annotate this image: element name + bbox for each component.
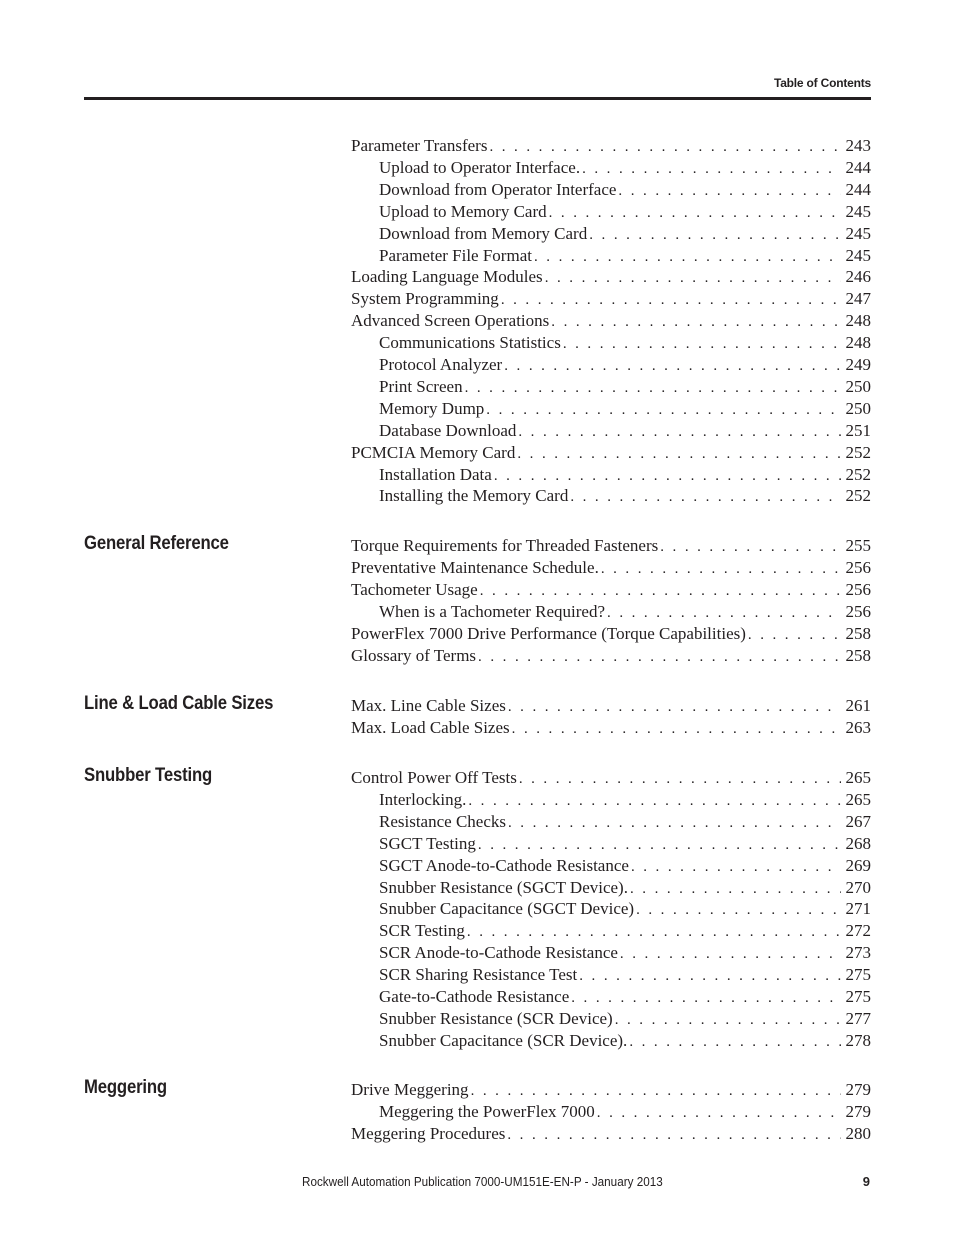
section-heading: General Reference (84, 533, 229, 554)
dot-leader (512, 718, 841, 740)
toc-entry-label: Communications Statistics (379, 333, 561, 353)
dot-leader (620, 943, 841, 965)
toc-entry-page: 248 (845, 333, 871, 353)
dot-leader (570, 486, 841, 508)
toc-entry-page: 268 (845, 833, 871, 853)
toc-entry-label: Control Power Off Tests (351, 768, 517, 787)
toc-entry-label: Resistance Checks (379, 811, 506, 831)
toc-entry-label: Memory Dump (379, 398, 485, 418)
section-heading: Snubber Testing (84, 765, 213, 786)
toc-entry[interactable] (379, 964, 871, 986)
dot-leader (618, 180, 841, 202)
toc-entry[interactable] (379, 201, 871, 223)
toc-entry-label: When is a Tachometer Required? (379, 601, 606, 621)
toc-entry-page: 267 (845, 811, 871, 831)
toc-entry[interactable] (379, 179, 871, 201)
toc-entry-page: 278 (845, 1030, 871, 1050)
toc-entry[interactable] (379, 398, 871, 420)
toc-entry-label: Parameter File Format (379, 245, 532, 265)
toc-entry-page: 265 (845, 768, 871, 787)
toc-entry[interactable] (351, 645, 871, 667)
toc-entry[interactable] (379, 420, 871, 442)
toc-entry-label: Glossary of Terms (351, 645, 477, 665)
toc-entry-label: Snubber Resistance (SGCT Device). (379, 877, 628, 897)
toc-entry-page: 263 (845, 717, 871, 737)
toc-entry[interactable] (351, 1079, 871, 1101)
toc-entry-label: Meggering Procedures (351, 1123, 506, 1143)
toc-entry[interactable] (379, 942, 871, 964)
toc-entry-page: 250 (845, 398, 871, 418)
dot-leader (607, 602, 841, 624)
dot-leader (534, 246, 841, 268)
toc-entry-page: 279 (845, 1080, 871, 1099)
dot-leader (471, 1080, 841, 1102)
toc-entry[interactable] (351, 310, 871, 332)
toc-entry-label: Installation Data (379, 464, 492, 484)
toc-entry-label: Drive Meggering (351, 1080, 469, 1099)
toc-entry-label: Upload to Operator Interface. (379, 157, 581, 177)
toc-entry-label: SCR Testing (379, 921, 465, 941)
toc-entry-page: 279 (845, 1101, 871, 1121)
dot-leader (478, 646, 841, 668)
toc-entry-label: Advanced Screen Operations (351, 311, 550, 331)
toc-entry[interactable] (379, 1101, 871, 1123)
toc-entry-label: Database Download (379, 420, 517, 440)
toc-entry-label: Torque Requirements for Threaded Fasteners (351, 536, 659, 555)
toc-entry-page: 252 (845, 442, 871, 462)
dot-leader (501, 289, 841, 311)
toc-entry[interactable] (351, 1123, 871, 1145)
toc-entry-label: System Programming (351, 289, 499, 309)
toc-entry-page: 272 (845, 921, 871, 941)
toc-entry[interactable] (351, 623, 871, 645)
dot-leader (508, 696, 841, 718)
toc-entry[interactable] (351, 717, 871, 739)
dot-leader (582, 158, 841, 180)
toc-entry[interactable] (379, 464, 871, 486)
dot-leader (478, 834, 841, 856)
toc-entry-page: 261 (845, 696, 871, 715)
toc-entry-label: Print Screen (379, 376, 463, 396)
toc-entry[interactable] (351, 266, 871, 288)
toc-entry[interactable] (379, 920, 871, 942)
dot-leader (629, 1031, 841, 1053)
footer-page-number: 9 (862, 1174, 870, 1189)
toc-entry[interactable] (379, 898, 871, 920)
dot-leader (571, 987, 841, 1009)
section-heading: Meggering (84, 1077, 167, 1098)
toc-entry-label: Download from Operator Interface (379, 179, 617, 199)
toc-entry-page: 273 (845, 943, 871, 963)
toc-entry-label: SCR Sharing Resistance Test (379, 965, 578, 985)
dot-leader (519, 768, 841, 790)
section-heading: Line & Load Cable Sizes (84, 693, 274, 714)
toc-entry-page: 249 (845, 355, 871, 374)
toc-entry-label: Snubber Capacitance (SGCT Device) (379, 899, 635, 919)
dot-leader (465, 377, 841, 399)
footer-publication: Rockwell Automation Publication 7000-UM151E-EN-P - January 2013 (302, 1174, 663, 1189)
toc-entry-label: SCR Anode-to-Cathode Resistance (379, 943, 618, 963)
toc-entry[interactable] (379, 811, 871, 833)
toc-entry-label: Gate-to-Cathode Resistance (379, 987, 570, 1006)
toc-entry-label: Snubber Resistance (SCR Device) (379, 1008, 613, 1028)
toc-entry[interactable] (379, 855, 871, 877)
toc-entry[interactable] (379, 601, 871, 623)
toc-entry-label: Parameter Transfers (351, 136, 488, 155)
dot-leader (480, 580, 841, 602)
toc-entry[interactable] (351, 579, 871, 601)
toc-entry[interactable] (379, 877, 871, 899)
toc-entry-page: 265 (845, 789, 871, 809)
toc-entry-page: 248 (845, 311, 871, 331)
dot-leader (660, 536, 841, 558)
toc-entry[interactable] (351, 767, 871, 789)
dot-leader (517, 443, 841, 465)
dot-leader (518, 421, 841, 443)
toc-entry-page: 275 (845, 987, 871, 1006)
toc-entry[interactable] (379, 986, 871, 1008)
dot-leader (597, 1102, 841, 1124)
toc-entry-page: 256 (845, 557, 871, 577)
toc-entry-page: 252 (845, 486, 871, 506)
dot-leader (486, 399, 841, 421)
toc-entry-page: 256 (845, 579, 871, 599)
toc-entry-label: Max. Line Cable Sizes (351, 696, 506, 715)
toc-entry[interactable] (351, 288, 871, 310)
toc-entry-page: 245 (845, 201, 871, 221)
toc-entry[interactable] (379, 1008, 871, 1030)
toc-entry-page: 255 (845, 536, 871, 555)
toc-entry[interactable] (379, 376, 871, 398)
dot-leader (630, 878, 841, 900)
dot-leader (549, 202, 841, 224)
toc-entry-page: 258 (845, 645, 871, 665)
toc-entry[interactable] (379, 354, 871, 376)
toc-entry-page: 256 (845, 601, 871, 621)
dot-leader (507, 1124, 841, 1146)
toc-entry[interactable] (379, 833, 871, 855)
toc-entry-page: 252 (845, 464, 871, 484)
toc-entry-page: 246 (845, 267, 871, 287)
toc-entry[interactable] (379, 245, 871, 267)
dot-leader (508, 812, 841, 834)
toc-entry[interactable] (351, 695, 871, 717)
running-header-title: Table of Contents (773, 76, 871, 90)
toc-entry-page: 280 (845, 1123, 871, 1143)
toc-entry-page: 244 (845, 179, 871, 199)
dot-leader (631, 856, 841, 878)
toc-entry-label: Interlocking. (379, 789, 467, 809)
toc-entry[interactable] (379, 157, 871, 179)
toc-entry-label: PowerFlex 7000 Drive Performance (Torque Capabilities) (351, 623, 746, 643)
toc-entry-page: 250 (845, 376, 871, 396)
dot-leader (579, 965, 841, 987)
toc-entry-label: Upload to Memory Card (379, 201, 547, 221)
toc-entry-page: 243 (845, 136, 871, 155)
toc-entry-page: 245 (845, 223, 871, 243)
dot-leader (467, 921, 841, 943)
dot-leader (489, 136, 841, 158)
toc-entry-label: Installing the Memory Card (379, 486, 569, 506)
toc-entry-page: 270 (845, 877, 871, 897)
toc-entry[interactable] (379, 223, 871, 245)
dot-leader (504, 355, 841, 377)
dot-leader (748, 624, 841, 646)
toc-entry-page: 258 (845, 623, 871, 643)
toc-entry-page: 271 (845, 899, 871, 919)
toc-entry-label: Tachometer Usage (351, 579, 478, 599)
toc-entry-label: Meggering the PowerFlex 7000 (379, 1101, 595, 1121)
toc-entry[interactable] (379, 789, 871, 811)
toc-entry[interactable] (351, 557, 871, 579)
toc-entry-label: Preventative Maintenance Schedule. (351, 557, 599, 577)
toc-entry-page: 244 (845, 157, 871, 177)
toc-entry[interactable] (379, 485, 871, 507)
toc-entry-page: 277 (845, 1008, 871, 1028)
dot-leader (615, 1009, 841, 1031)
toc-entry-page: 247 (845, 289, 871, 309)
toc-entry[interactable] (351, 535, 871, 557)
toc-entry-label: PCMCIA Memory Card (351, 442, 516, 462)
dot-leader (468, 790, 841, 812)
toc-entry-label: Loading Language Modules (351, 267, 543, 287)
toc-entry-label: Snubber Capacitance (SCR Device). (379, 1030, 628, 1050)
toc-entry[interactable] (379, 332, 871, 354)
dot-leader (551, 311, 841, 333)
dot-leader (545, 267, 841, 289)
toc-entry-page: 251 (845, 420, 871, 440)
dot-leader (494, 465, 841, 487)
dot-leader (589, 224, 841, 246)
toc-entry-label: Download from Memory Card (379, 223, 588, 243)
toc-entry-label: SGCT Anode-to-Cathode Resistance (379, 855, 629, 875)
toc-entry-page: 269 (845, 855, 871, 875)
dot-leader (601, 558, 841, 580)
toc-entry[interactable] (351, 135, 871, 157)
dot-leader (636, 899, 841, 921)
toc-entry[interactable] (351, 442, 871, 464)
toc-entry[interactable] (379, 1030, 871, 1052)
toc-entry-label: Protocol Analyzer (379, 355, 503, 374)
toc-entry-page: 245 (845, 245, 871, 265)
toc-entry-label: Max. Load Cable Sizes (351, 717, 510, 737)
dot-leader (563, 333, 841, 355)
toc-entry-label: SGCT Testing (379, 833, 476, 853)
toc-entry-page: 275 (845, 965, 871, 985)
